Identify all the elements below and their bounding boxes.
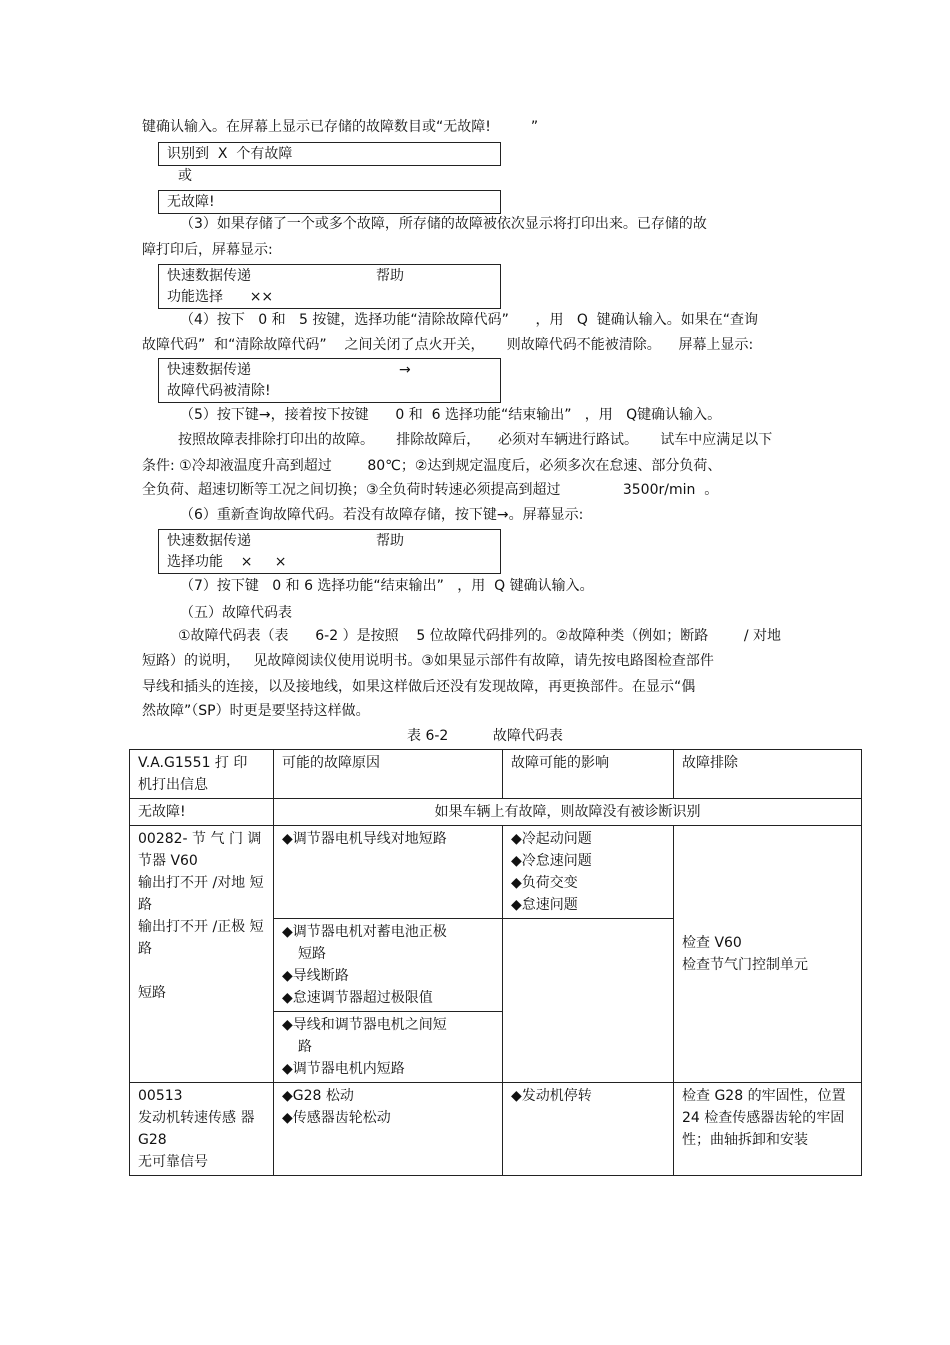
table-header-row	[130, 750, 862, 799]
table-cell-info	[130, 826, 274, 1083]
screen-display-fault-count	[158, 142, 501, 166]
screen-line: 无故障!	[167, 194, 215, 210]
screen-line2: 选择功能 × ×	[167, 554, 287, 570]
cell-line: 短路	[298, 946, 326, 962]
cell-line: 检查节气门控制单元	[682, 957, 808, 973]
cell-line: ◆传感器齿轮松动	[282, 1110, 391, 1126]
table-row-no-fault	[130, 799, 862, 826]
table-cell-cause	[274, 1083, 503, 1176]
step6-line1: （6）重新查询故障代码。若没有故障存储，按下键→。屏幕显示:	[180, 507, 584, 523]
header-cell: 故障排除	[674, 750, 862, 799]
table-cell-cause	[274, 826, 503, 919]
intro-line: 键确认输入。在屏幕上显示已存储的故障数目或“无故障! ”	[142, 119, 539, 135]
section-line4: 然故障”（SP）时更是要坚持这样做。	[142, 703, 370, 719]
header-cell: 故障可能的影响	[503, 750, 674, 799]
cell-line: ◆调节器电机内短路	[282, 1061, 405, 1077]
table-caption: 表 6-2 故障代码表	[407, 728, 563, 744]
table-cell-effect	[503, 826, 674, 919]
cell-line: ◆冷起动问题	[511, 831, 592, 847]
cell-line: ◆负荷交变	[511, 875, 578, 891]
screen-display-code-cleared	[158, 358, 501, 403]
screen-line: 识别到 X 个有故障	[167, 146, 293, 162]
screen-right: 帮助	[376, 533, 404, 549]
table-cell: 如果车辆上有故障，则故障没有被诊断识别	[274, 799, 862, 826]
screen-display-no-fault	[158, 190, 501, 214]
cell-line: ◆调节器电机导线对地短路	[282, 831, 447, 847]
screen-right: 帮助	[376, 268, 404, 284]
table-row-00282	[130, 826, 862, 919]
step5-line4: 全负荷、超速切断等工况之间切换；③全负荷时转速必须提高到超过 3500r/min 。	[142, 482, 719, 498]
or-text: 或	[178, 168, 192, 184]
table-cell-effect	[503, 1083, 674, 1176]
screen-display-select-function	[158, 529, 501, 574]
cell-line: ◆怠速调节器超过极限值	[282, 990, 433, 1006]
cell-line: ◆导线和调节器电机之间短	[282, 1017, 447, 1033]
header-cell: V.A.G1551 打 印 机打出信息	[130, 750, 274, 799]
table-cell-fix	[674, 826, 862, 1083]
step3-line2: 障打印后，屏幕显示:	[142, 242, 273, 258]
table-cell-cause	[274, 919, 503, 1012]
screen-display-function-select	[158, 264, 501, 309]
cell-line: ◆导线断路	[282, 968, 349, 984]
table-row-00513	[130, 1083, 862, 1176]
screen-right: →	[399, 362, 411, 378]
table-cell-cause	[274, 1012, 503, 1083]
cell-line: ◆怠速问题	[511, 897, 578, 913]
cell-line: 无可靠信号	[138, 1154, 208, 1170]
step5-line1: （5）按下键→，接着按下按键 0 和 6 选择功能“结束输出” ，用 Q键确认输入。	[180, 407, 722, 423]
section-title: （五）故障代码表	[180, 605, 292, 621]
cell-line: ◆G28 松动	[282, 1088, 354, 1104]
step5-line2: 按照故障表排除打印出的故障。 排除故障后， 必须对车辆进行路试。 试车中应满足以下	[178, 432, 773, 448]
cell-line: 检查 V60	[682, 935, 742, 951]
cell-line: 00513	[138, 1088, 183, 1104]
cell-line: 00282- 节 气 门 调 节器 V60	[138, 831, 262, 869]
table-cell-info	[130, 1083, 274, 1176]
section-line1: ①故障代码表（表 6-2 ）是按照 5 位故障代码排列的。②故障种类（例如；断路 / 对地	[178, 628, 782, 644]
screen-left: 快速数据传递	[167, 268, 251, 284]
cell-line: 检查 G28 的牢固性，位置 24 检查传感器齿轮的牢固性；曲轴拆卸和安装	[682, 1088, 846, 1148]
cell-line: 短路	[138, 985, 166, 1001]
cell-line: 输出打不开 /对地 短路	[138, 875, 264, 913]
step7-line1: （7）按下键 0 和 6 选择功能“结束输出” ，用 Q 键确认输入。	[180, 578, 594, 594]
step4-line1: （4）按下 0 和 5 按键，选择功能“清除故障代码” ，用 Q 键确认输入。如果在“查询	[180, 312, 759, 328]
cell-line: 路	[298, 1039, 312, 1055]
step3-line1: （3）如果存储了一个或多个故障，所存储的故障被依次显示将打印出来。已存储的故	[180, 216, 707, 232]
fault-code-table	[129, 749, 862, 1176]
section-line3: 导线和插头的连接，以及接地线，如果这样做后还没有发现故障，再更换部件。在显示“偶	[142, 679, 696, 695]
cell-line: ◆冷怠速问题	[511, 853, 592, 869]
table-cell: 无故障!	[130, 799, 274, 826]
table-cell-effect	[503, 919, 674, 1083]
cell-line: ◆调节器电机对蓄电池正极	[282, 924, 447, 940]
screen-left: 快速数据传递	[167, 362, 251, 378]
header-cell: 可能的故障原因	[274, 750, 503, 799]
screen-left: 快速数据传递	[167, 533, 251, 549]
step5-line3: 条件: ①冷却液温度升高到超过 80℃；②达到规定温度后，必须多次在怠速、部分负荷、	[142, 458, 722, 474]
cell-line: ◆发动机停转	[511, 1088, 592, 1104]
screen-line2: 故障代码被清除!	[167, 383, 271, 399]
section-line2: 短路）的说明， 见故障阅读仪使用说明书。③如果显示部件有故障，请先按电路图检查部件	[142, 653, 714, 669]
screen-line2: 功能选择 ××	[167, 289, 274, 305]
cell-line: 发动机转速传感 器 G28	[138, 1110, 255, 1148]
table-cell-fix	[674, 1083, 862, 1176]
step4-line2: 故障代码” 和“清除故障代码” 之间关闭了点火开关， 则故障代码不能被清除。 屏幕上显示:	[142, 337, 754, 353]
cell-line: 输出打不开 /正极 短路	[138, 919, 264, 957]
